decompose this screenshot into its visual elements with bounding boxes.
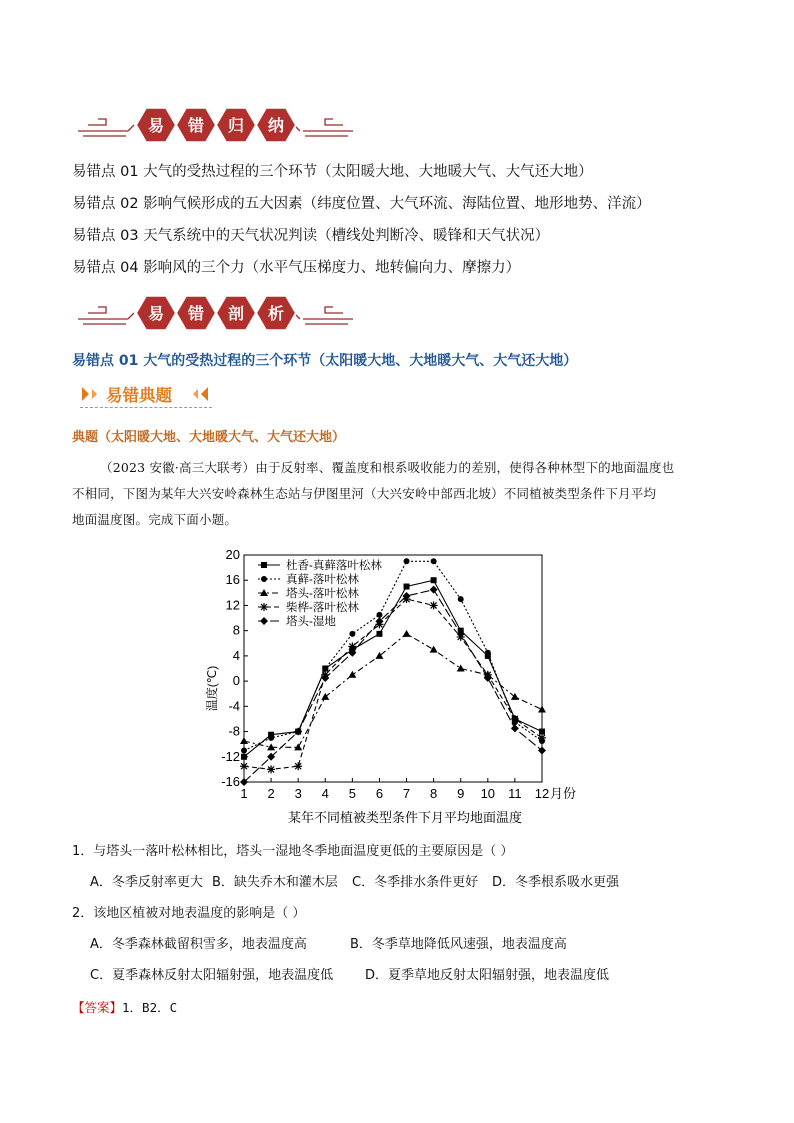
data-point-square (431, 577, 437, 583)
q2-option-a: A．冬季森林截留积雪多，地表温度高 (90, 937, 307, 952)
x-tick-label: 4 (321, 786, 329, 801)
mistake-point-3: 易错点 03 天气系统中的天气状况判读（槽线处判断冷、暖锋和天气状况） (72, 228, 550, 244)
y-tick-label: 0 (232, 673, 240, 689)
answer-value: 1．B2．C (122, 1000, 178, 1015)
banner2-char: 错 (187, 306, 205, 323)
y-tick-label: 20 (225, 547, 240, 562)
y-tick-label: 16 (225, 572, 240, 588)
x-tick-label: 10 (480, 786, 496, 801)
data-point-square (404, 584, 410, 590)
q1-option-a: A．冬季反射率更大 (90, 875, 203, 890)
data-point-star (294, 762, 302, 770)
data-point-square (539, 729, 545, 735)
answer-line (72, 998, 177, 1016)
y-tick-label: 4 (232, 647, 240, 663)
legend-label: 杜香-真藓落叶松林 (286, 560, 382, 572)
x-tick-label: 11 (508, 786, 522, 801)
x-tick-label: 9 (457, 786, 465, 801)
series-3 (240, 630, 546, 751)
legend-label: 柴桦-落叶松林 (286, 602, 359, 614)
y-tick-label: -12 (221, 748, 240, 764)
data-point-star (240, 762, 248, 770)
paragraph-line: 地面温度图。完成下面小题。 (72, 512, 238, 527)
x-tick-label: 2 (267, 786, 275, 801)
y-tick-label: -8 (228, 723, 240, 739)
y-tick-label: -4 (228, 698, 240, 714)
x-axis-label: 月份 (550, 786, 577, 801)
mistake-point-2: 易错点 02 影响气候形成的五大因素（纬度位置、大气环流、海陆位置、地形地势、洋流） (72, 196, 651, 212)
data-point-square (376, 631, 382, 637)
data-point-circle (241, 747, 247, 753)
question-2-stem: 2．该地区植被对地表温度的影响是（ ） (72, 906, 306, 921)
banner2-char: 析 (267, 306, 285, 323)
data-point-triangle (538, 705, 546, 712)
data-point-square (241, 754, 247, 760)
legend-label: 塔头-湿地 (286, 616, 336, 628)
x-tick-label: 3 (294, 786, 302, 801)
data-point-circle (404, 558, 410, 564)
question-1-stem: 1．与塔头一落叶松林相比，塔头一湿地冬季地面温度更低的主要原因是（ ） (72, 844, 514, 859)
mistake-point-1: 易错点 01 大气的受热过程的三个环节（太阳暖大地、大地暖大气、大气还大地） (72, 164, 593, 180)
data-point-circle (431, 558, 437, 564)
data-point-diamond (430, 586, 438, 594)
data-point-star (511, 715, 519, 723)
paragraph-line: （2023 安徽·高三大联考）由于反射率、覆盖度和根系吸收能力的差别，使得各种林型下的地面温度也 (100, 460, 675, 475)
answer-label: 【答案】 (72, 1000, 123, 1015)
data-point-circle (322, 666, 328, 672)
data-point-circle (268, 735, 274, 741)
q1-option-c: C．冬季排水条件更好 (352, 875, 479, 890)
x-tick-label: 1 (240, 786, 248, 801)
legend-label: 真藓-落叶松林 (286, 574, 359, 586)
x-tick-label: 7 (402, 786, 411, 801)
banner1-char: 归 (227, 118, 245, 135)
chart-caption: 某年不同植被类型条件下月平均地面温度 (287, 810, 523, 825)
data-point-diamond (511, 724, 519, 732)
q2-option-d: D．夏季草地反射太阳辐射强，地表温度低 (365, 968, 610, 983)
q1-option-d: D．冬季根系吸水更强 (492, 875, 620, 890)
tag-label: 易错典题 (106, 386, 172, 405)
x-tick-label: 12 (534, 786, 550, 801)
data-point-circle (261, 576, 267, 582)
section-title: 易错点 01 大气的受热过程的三个环节（太阳暖大地、大地暖大气、大气还大地） (72, 353, 578, 369)
x-tick-label: 8 (430, 786, 438, 801)
banner1-char: 易 (147, 118, 165, 135)
q1-option-b: B．缺失乔木和灌木层 (212, 875, 338, 890)
banner-easy-mistakes-summary (78, 103, 353, 147)
banner1-char: 错 (187, 118, 205, 135)
data-point-star (430, 601, 438, 609)
data-point-star (260, 603, 268, 611)
data-point-triangle (348, 671, 356, 678)
banner-easy-mistakes-analysis (78, 291, 353, 335)
data-point-star (267, 765, 275, 773)
data-point-triangle (430, 646, 438, 653)
q2-option-b: B．冬季草地降低风速强，地表温度高 (350, 937, 567, 952)
y-tick-label: 8 (232, 622, 240, 638)
paragraph-line: 不相同，下图为某年大兴安岭森林生态站与伊图里河（大兴安岭中部西北坡）不同植被类型条件下月平均 (72, 486, 657, 501)
data-point-triangle (403, 630, 411, 637)
x-tick-label: 5 (348, 786, 356, 801)
legend-label: 塔头-落叶松林 (286, 588, 359, 600)
data-point-triangle (457, 665, 465, 672)
data-point-triangle (321, 693, 329, 700)
data-point-circle (376, 612, 382, 618)
example-title: 典题（太阳暖大地、大地暖大气、大气还大地） (72, 430, 346, 445)
tag-underline (80, 407, 212, 408)
question-paragraph (72, 455, 732, 533)
data-point-triangle (240, 737, 248, 744)
q2-option-c: C．夏季森林反射太阳辐射强，地表温度低 (90, 968, 334, 983)
data-point-circle (458, 596, 464, 602)
mistake-point-4: 易错点 04 影响风的三个力（水平气压梯度力、地转偏向力、摩擦力） (72, 260, 521, 276)
temperature-line-chart (200, 545, 620, 830)
banner2-char: 剖 (227, 306, 245, 323)
data-point-circle (349, 631, 355, 637)
data-point-circle (485, 650, 491, 656)
banner2-char: 易 (147, 306, 165, 323)
banner1-char: 纳 (267, 118, 285, 135)
y-tick-label: -16 (221, 774, 240, 789)
y-axis-label: 温度(℃) (205, 665, 219, 712)
data-point-diamond (260, 617, 268, 625)
data-point-square (261, 562, 267, 568)
x-tick-label: 6 (375, 786, 384, 801)
y-tick-label: 12 (225, 597, 240, 613)
data-point-star (538, 734, 546, 742)
